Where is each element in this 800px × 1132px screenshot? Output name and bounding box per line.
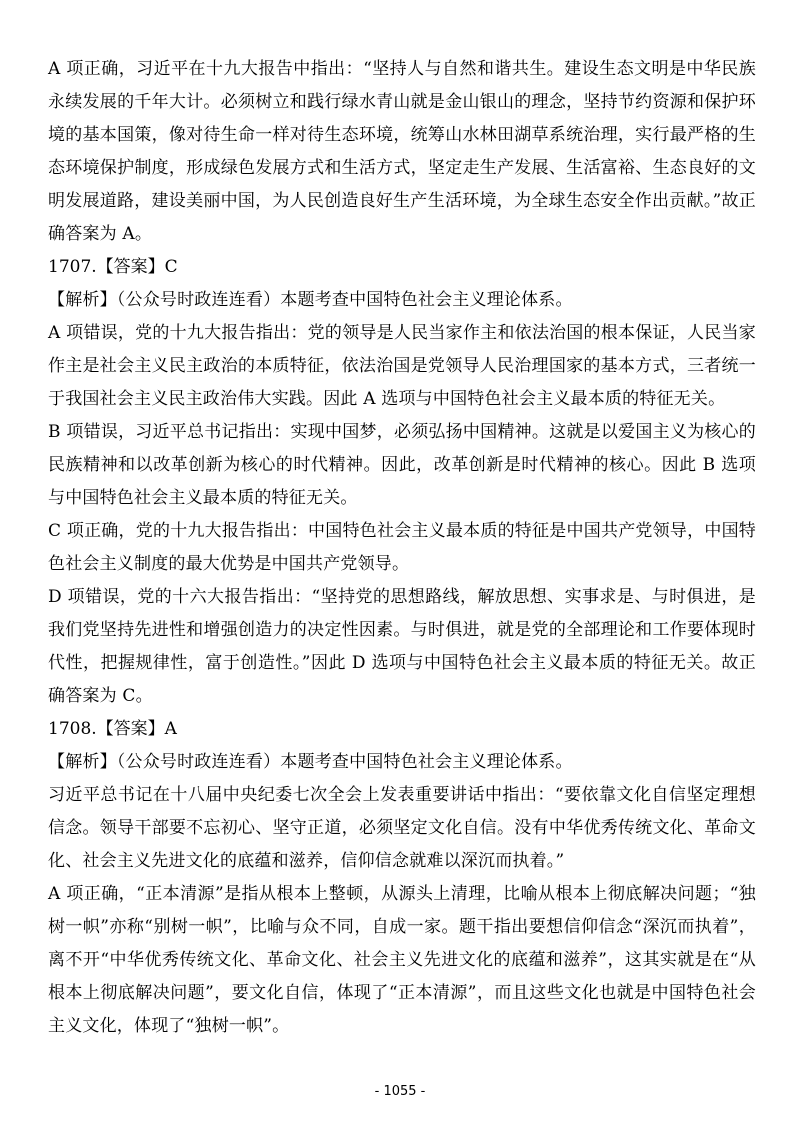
analysis-intro: 【解析】（公众号时政连连看）本题考查中国特色社会主义理论体系。 (48, 752, 573, 772)
analysis-intro: 【解析】（公众号时政连连看）本题考查中国特色社会主义理论体系。 (48, 290, 573, 310)
answer-block-1708 (48, 713, 756, 1043)
option-d-analysis: D 项错误，党的十六大报告指出：“坚持党的思想路线，解放思想、实事求是、与时俱进，是我们党坚持先进性和增强创造力的决定性因素。与时俱进，就是党的全部理论和工作要体现时代性，把握规律性，富于创造性。”因此 D 选项与中国特色社会主义最本质的特征无关。故正确答案为 C。 (48, 587, 756, 706)
paragraph: A 项正确，习近平在十九大报告中指出：“坚持人与自然和谐共生。建设生态文明是中华民族永续发展的千年大计。必须树立和践行绿水青山就是金山银山的理念，坚持节约资源和保护环境的基本国策，像对待生命一样对待生态环境，统筹山水林田湖草系统治理，实行最严格的生态环境保护制度，形成绿色发展方式和生活方式，坚定走生产发展、生活富裕、生态良好的文明发展道路，建设美丽中国，为人民创造良好生产生活环境，为全球生态安全作出贡献。”故正确答案为 A。 (48, 59, 756, 244)
question-heading-1708: 1708.【答案】A (48, 719, 177, 739)
page-number: - 1055 - (374, 1084, 426, 1099)
option-c-analysis: C 项正确，党的十九大报告指出：中国特色社会主义最本质的特征是中国共产党领导，中国特色社会主义制度的最大优势是中国共产党领导。 (48, 521, 756, 574)
option-b-analysis: B 项错误，习近平总书记指出：实现中国梦，必须弘扬中国精神。这就是以爱国主义为核心的民族精神和以改革创新为核心的时代精神。因此，改革创新是时代精神的核心。因此 B 选项与中国特色社会主义最本质的特征无关。 (48, 422, 756, 508)
answer-block-1707 (48, 251, 756, 713)
option-a-analysis: A 项错误，党的十九大报告指出：党的领导是人民当家作主和依法治国的根本保证，人民当家作主是社会主义民主政治的本质特征，依法治国是党领导人民治理国家的基本方式，三者统一于我国社会主义民主政治伟大实践。因此 A 选项与中国特色社会主义最本质的特征无关。 (48, 323, 756, 409)
option-a-analysis: A 项正确，“正本清源”是指从根本上整顿，从源头上清理，比喻从根本上彻底解决问题；“独树一帜”亦称“别树一帜”，比喻与众不同，自成一家。题干指出要想信仰信念“深沉而执着”，离不开“中华优秀传统文化、革命文化、社会主义先进文化的底蕴和滋养”，这其实就是在“从根本上彻底解决问题”，要文化自信，体现了“正本清源”，而且这些文化也就是中国特色社会主义文化，体现了“独树一帜”。 (48, 884, 756, 1036)
answer-block-1706-continued (48, 53, 756, 251)
quotation-paragraph: 习近平总书记在十八届中央纪委七次全会上发表重要讲话中指出：“要依靠文化自信坚定理想信念。领导干部要不忘初心、坚守正道，必须坚定文化自信。没有中华优秀传统文化、革命文化、社会主义先进文化的底蕴和滋养，信仰信念就难以深沉而执着。” (48, 785, 756, 871)
question-heading-1707: 1707.【答案】C (48, 257, 178, 277)
